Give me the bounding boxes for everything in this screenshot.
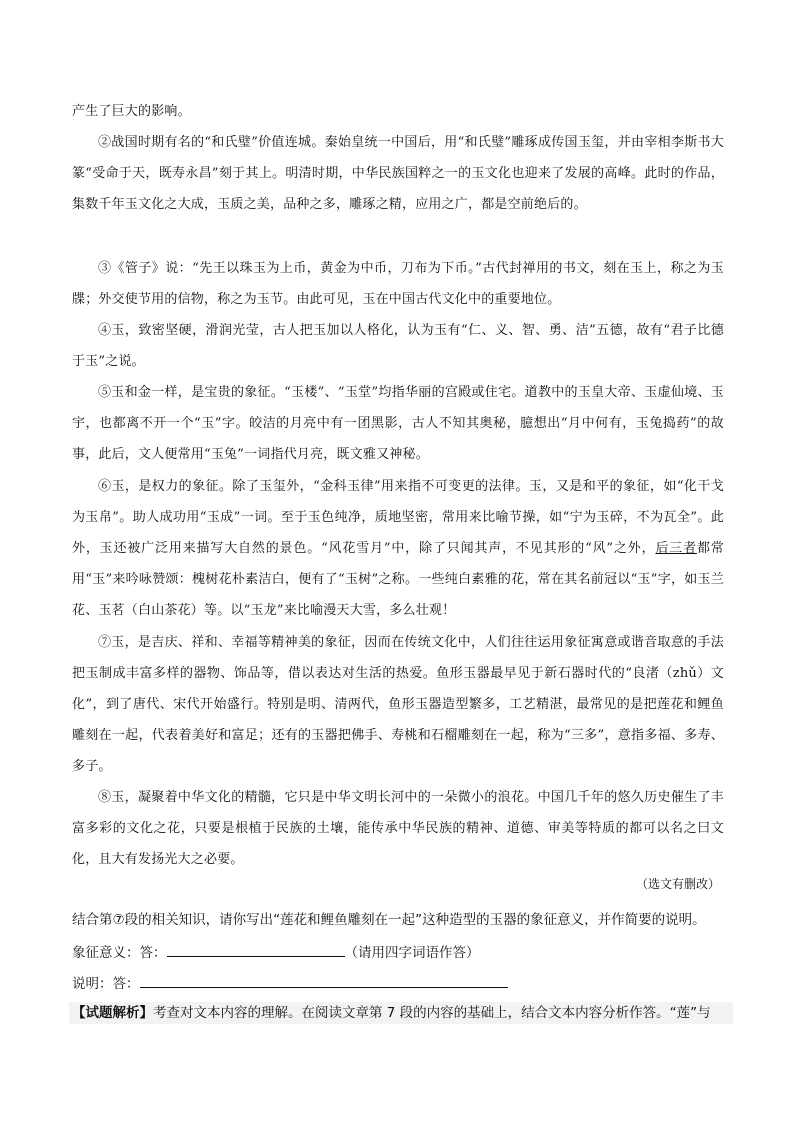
question-prompt: 结合第⑦段的相关知识，请你写出“莲花和鲤鱼雕刻在一起”这种造型的玉器的象征意义，并作简要的说明。 [72, 912, 706, 928]
paragraph-6-part-a: ⑥玉，是权力的象征。除了玉玺外，“金科玉律”用来指不可变更的法律。玉，又是和平的象征，如“化干戈为玉帛”。助人成功用“玉成”一词。至于玉色纯净，质地坚密，常用来比喻节操，如“宁为玉碎，不为瓦全”。此外，玉还被广泛用来描写大自然的景色。“风花雪月”中，除了只闻其声，不见其形的“风”之外， [72, 479, 724, 556]
paragraph-2: ②战国时期有名的“和氏璧”价值连城。秦始皇统一中国后，用“和氏璧”雕琢成传国玉玺，并由宰相李斯书大篆“受命于天，既寿永昌”刻于其上。明清时期，中华民族国粹之一的玉文化也迎来了发展的高峰。此时的作品，集数千年玉文化之大成，玉质之美，品种之多，雕琢之精，应用之广，都是空前绝后的。 [72, 135, 724, 212]
paragraph-6-underlined-phrase: 后三者 [655, 541, 697, 556]
paragraph-4: ④玉，致密坚硬，滑润光莹，古人把玉加以人格化，认为玉有“仁、义、智、勇、洁”五德，故有“君子比德于玉”之说。 [72, 323, 724, 369]
paragraph-8: ⑧玉，凝聚着中华文化的精髓，它只是中华文明长河中的一朵微小的浪花。中国几千年的悠久历史催生了丰富多彩的文化之花，只要是根植于民族的土壤，能传承中华民族的精神、道德、审美等特质的都可以名之曰文化，且大有发扬光大之必要。 [72, 790, 724, 867]
explain-answer-label: 说明：答： [72, 976, 140, 992]
explain-answer-line [72, 972, 732, 996]
paragraph-1-tail: 产生了巨大的影响。 [72, 104, 191, 119]
paragraph-6 [72, 471, 724, 626]
paragraph-7: ⑦玉，是吉庆、祥和、幸福等精神美的象征，因而在传统文化中，人们往往运用象征寓意或谐音取意的手法把玉制成丰富多样的器物、饰品等，借以表达对生活的热爱。鱼形玉器最早见于新石器时代的“良渚（zhǔ）文化”，到了唐代、宋代开始盛行。特别是明、清两代，鱼形玉器造型繁多，工艺精湛，最常见的是把莲花和鲤鱼雕刻在一起，代表着美好和富足；还有的玉器把佛手、寿桃和石榴雕刻在一起，称为“三多”，意指多福、多寿、多子。 [72, 635, 724, 774]
analysis-line [72, 1001, 732, 1025]
paragraph-6-part-b: 都常用“玉”来吟咏赞颂：槐树花朴素洁白，便有了“玉树”之称。一些纯白素雅的花，常在其名前冠以“玉”字，如玉兰花、玉茗（白山茶花）等。以“玉龙”来比喻漫天大雪，多么壮观！ [72, 541, 724, 618]
paragraph-5: ⑤玉和金一样，是宝贵的象征。“玉楼”、“玉堂”均指华丽的宫殿或住宅。道教中的玉皇大帝、玉虚仙境、玉宇，也都离不开一个“玉”字。皎洁的月亮中有一团黑影，古人不知其奥秘，臆想出“月中何有，玉兔捣药”的故事，此后，文人便常用“玉兔”一词指代月亮，既文雅又神秘。 [72, 385, 724, 462]
explain-answer-blank[interactable] [140, 973, 508, 988]
symbol-answer-line [72, 941, 732, 965]
paragraph-3: ③《管子》说：“先王以珠玉为上币，黄金为中币，刀布为下币。”古代封禅用的书文，刻在玉上，称之为玉牒；外交使节用的信物，称之为玉节。由此可见，玉在中国古代文化中的重要地位。 [72, 261, 724, 307]
analysis-label: 【试题解析】 [72, 1005, 153, 1021]
source-note: （选文有删改） [635, 877, 720, 891]
symbol-answer-hint: （请用四字词语作答） [344, 945, 480, 961]
symbol-answer-blank[interactable] [167, 942, 345, 957]
symbol-answer-label: 象征意义：答： [72, 945, 167, 961]
analysis-text: 考查对文本内容的理解。在阅读文章第 7 段的内容的基础上，结合文本内容分析作答。“莲”与 [153, 1005, 711, 1021]
